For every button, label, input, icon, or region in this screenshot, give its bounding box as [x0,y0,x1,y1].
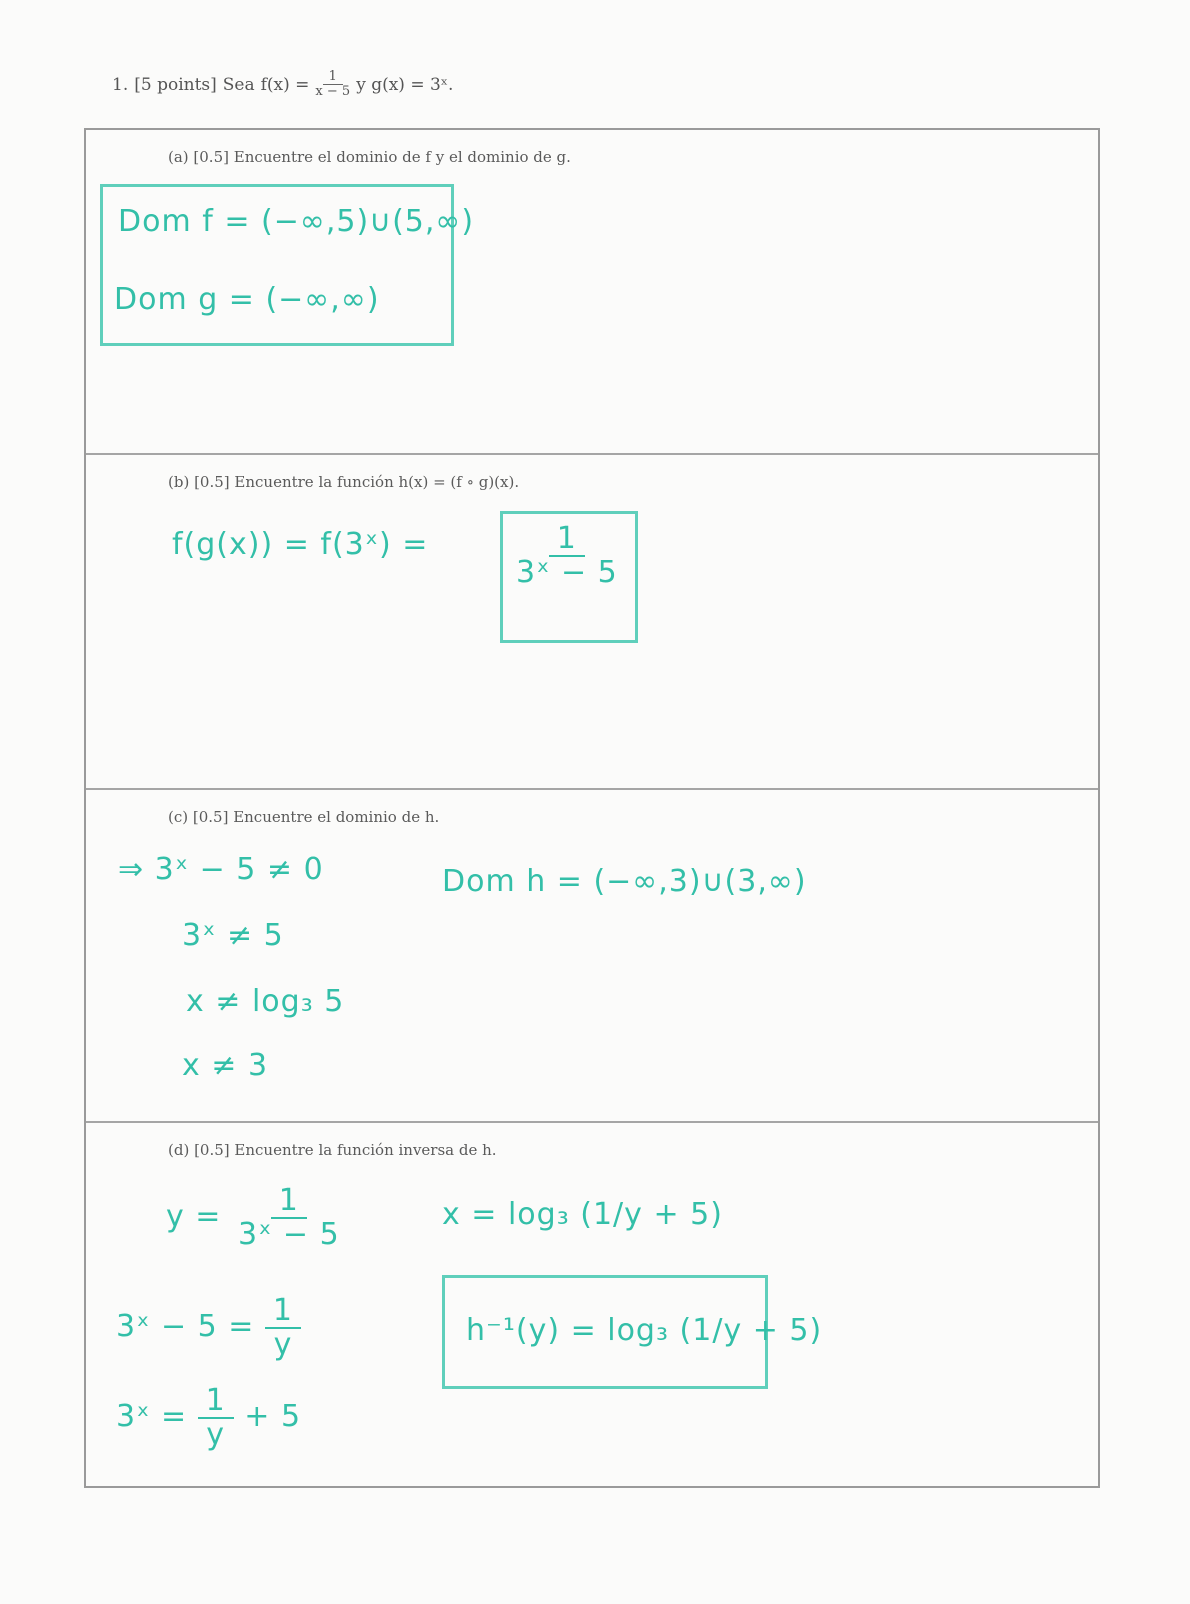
inverse-step-2-fraction [265,1295,301,1360]
problem-number: 1. [112,74,129,95]
inverse-step-3-denominator: y [206,1416,226,1452]
composition-lhs: f(g(x)) = f(3ˣ) = [172,527,429,562]
inverse-step-3-lhs: 3ˣ = [116,1399,188,1434]
dom-f-answer: Dom f = (−∞,5)∪(5,∞) [118,204,475,239]
composition-numerator: 1 [549,523,585,557]
inverse-x-expression: x = log₃ (1/y + 5) [442,1197,723,1232]
prompt-d: (d) [0.5] Encuentre la función inversa de h. [168,1141,497,1159]
inverse-step-1-fraction [232,1185,346,1250]
section-d [86,1123,1098,1486]
domain-step-2: 3ˣ ≠ 5 [182,918,284,953]
domain-step-4: x ≠ 3 [182,1048,269,1083]
inverse-step-2-denominator: y [273,1326,293,1362]
problem-header [112,70,453,99]
composition-result [510,523,624,588]
inverse-step-2-lhs: 3ˣ − 5 = [116,1309,255,1344]
prompt-b: (b) [0.5] Encuentre la función h(x) = (f ∘ g)(x). [168,473,520,491]
inverse-step-3 [116,1385,301,1450]
inverse-step-3-numerator: 1 [198,1385,234,1419]
section-a [86,130,1098,455]
g-definition: y g(x) = 3ˣ. [356,74,454,95]
inverse-step-1-numerator: 1 [271,1185,307,1219]
inverse-step-2-numerator: 1 [265,1295,301,1329]
dom-g-answer: Dom g = (−∞,∞) [114,282,380,317]
inverse-step-1-lhs: y = [166,1199,222,1234]
f-definition-lhs: f(x) = [260,74,310,95]
domain-step-1: ⇒ 3ˣ − 5 ≠ 0 [118,852,324,887]
inverse-step-3-rhs: + 5 [244,1399,302,1434]
section-b [86,455,1098,790]
inverse-step-2 [116,1295,301,1360]
f-denominator: x − 5 [315,84,351,99]
prompt-c: (c) [0.5] Encuentre el dominio de h. [168,808,440,826]
inverse-step-1-denominator: 3ˣ − 5 [237,1216,340,1252]
problem-points: [5 points] [134,74,217,95]
section-c [86,790,1098,1123]
dom-h-answer: Dom h = (−∞,3)∪(3,∞) [442,864,807,899]
inverse-step-3-fraction [198,1385,234,1450]
inverse-step-1 [166,1185,346,1250]
composition-fraction [510,523,624,588]
problem-let: Sea [222,74,255,95]
f-definition-fraction [315,70,350,99]
domain-step-3: x ≠ log₃ 5 [186,984,345,1019]
f-numerator: 1 [323,70,343,85]
answer-table [84,128,1100,1488]
composition-denominator: 3ˣ − 5 [516,554,618,590]
inverse-function-answer: h⁻¹(y) = log₃ (1/y + 5) [466,1313,823,1348]
prompt-a: (a) [0.5] Encuentre el dominio de f y el dominio de g. [168,148,571,166]
